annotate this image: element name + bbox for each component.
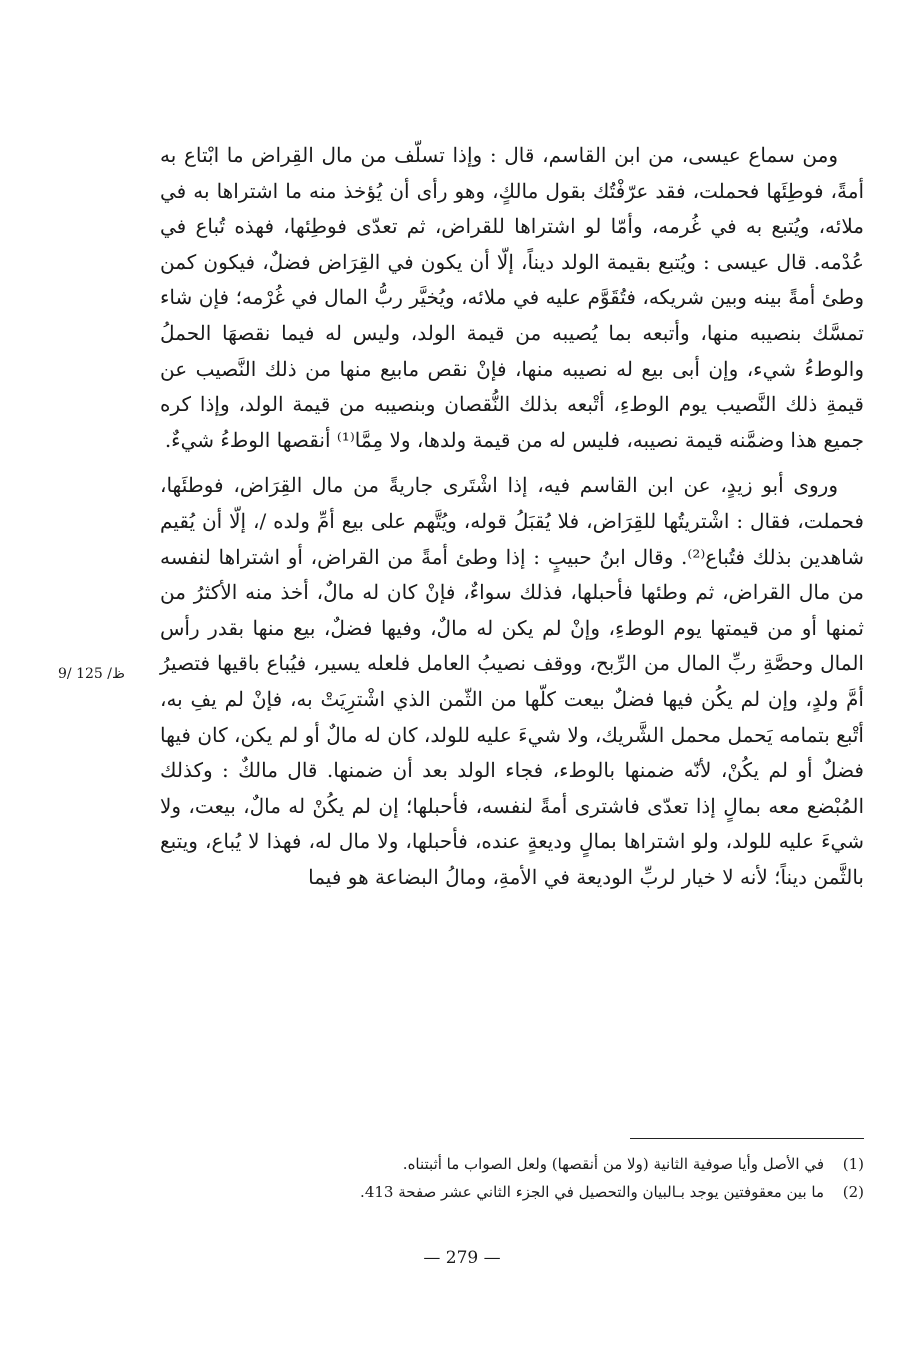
footnote-number: (2) [842, 1183, 864, 1201]
paragraph-1: ومن سماع عيسى، من ابن القاسم، قال : وإذا تسلّف من مال القِراض ما ابْتاع به أمةً، فوطِئَها فحملت، فقد عرّفْتُك بقول مالكٍ، وهو رأى أن يُؤخذ منه ما اشتراها به في ملائه، ويُتبع به في غُرمه، وأمّا لو اشتراها للقراض، ثم تعدّى فوطِئها، فهذه تُباع في عُدْمه. قال عيسى : ويُتبع بقيمة الولد ديناً، إلّا أن يكون في القِرَاض فضلٌ، فيكون كمن وطئ أمةً بينه وبين شريكه، فتُقَوَّم عليه في ملائه، ويُخيَّر ربُّ المال في غُرْمه؛ فإن شاء تمسَّك بنصيبه منها، وأتبعه بما يُصيبه من قيمة الولد، وليس له فيما نقصهَا الحملُ والوطءُ شيء، وإن أبى بيع له نصيبه منها، فإنْ نقص مابيع منها من ذلك النَّصيب عن قيمةِ ذلك النَّصيب يوم الوطءِ، أتْبعه بذلك النُّقصان وبنصيبه من قيمة الولد، وإذا كره جميع هذا وضمَّنه قيمة نصيبه، فليس له من قيمة ولدها، ولا مِمَّا⁽¹⁾ أنقصها الوطءُ شيءٌ. [160, 143, 864, 452]
margin-folio-note: ظ/ 125 /9 [58, 666, 125, 682]
paragraph-2: وروى أبو زيدٍ، عن ابن القاسم فيه، إذا اشْتَرى جاريةً من مال القِرَاض، فوطئَها، فحملت، فقال : اشْتريتُها للقِرَاض، فلا يُقبَلُ قوله، ويُتَّهم على بيع أمِّ ولده /، إلّا أن يُقيم شاهدين بذلك فتُباع⁽²⁾. وقال ابنُ حبيبٍ : إذا وطئ أمةً من القراض، أو اشتراها لنفسه من مال القراض، ثم وطئها فأحبلها، فذلك سواءٌ، فإنْ كان له مالٌ، أخذ منه الأكثرُ من ثمنها أو من قيمتها يوم الوطءِ، وإنْ لم يكن له مالٌ، وفيها فضلٌ، بيع منها بقدر رأس المال وحصَّةِ ربِّ المال من الرِّبح، ووقف نصيبُ العامل فلعله يسير، فيُباع باقيها فتصيرُ أمَّ ولدٍ، وإن لم يكُن فيها فضلٌ بيعت كلّها من الثّمن الذي اشْترِيَتْ به، فإنْ لم يفِ به، أتْبع بتمامه يَحمل محمل الشَّريك، ولا شيءَ عليه للولد، كان له مالٌ أو لم يكن، كان فيها فضلٌ أو لم يكُنْ، لأنّه ضمنها بالوطء، فجاء الولد بعد أن ضمنها. قال مالكٌ : وكذلك المُبْضع معه بمالٍ إذا تعدّى فاشترى أمةً لنفسه، فأحبلها؛ إن لم يكُنْ له مالٌ، بيعت، ولا شيءَ عليه للولد، ولو اشتراها بمالٍ وديعةٍ عنده، فأحبلها، ولا مال له، فهذا لا يُباع، ويتبع بالثَّمن ديناً؛ لأنه لا خيار لربِّ الوديعة في الأمةِ، ومالُ البضاعة هو فيما [160, 473, 865, 889]
page-number: — 279 — [423, 1248, 501, 1268]
footnote-1 [160, 1150, 864, 1178]
footnote-text: في الأصل وأيا صوفية الثانية (ولا من أنقصها) ولعل الصواب ما أثبتناه. [402, 1155, 824, 1173]
footnotes [160, 1150, 864, 1206]
footnote-number: (1) [842, 1155, 864, 1173]
footnote-divider [630, 1138, 864, 1139]
footnote-2 [160, 1178, 864, 1206]
main-text [160, 138, 864, 895]
footnote-text: ما بين معقوفتين يوجد بـالبيان والتحصيل في الجزء الثاني عشر صفحة 413. [360, 1183, 824, 1201]
